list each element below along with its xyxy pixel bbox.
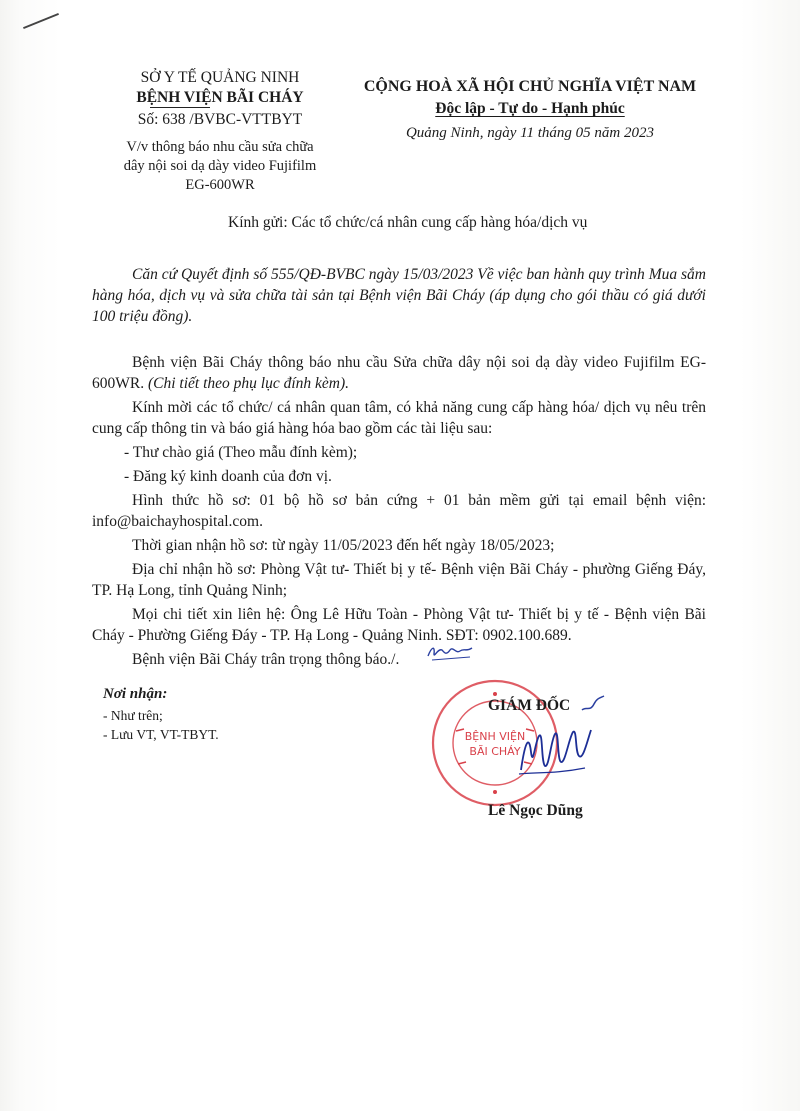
body-paragraph: Mọi chi tiết xin liên hệ: Ông Lê Hữu Toàn - Phòng Vật tư- Thiết bị y tế - Bệnh viện Bãi Cháy - Phường Giếng Đáy - TP. Hạ Long - Quảng Ninh. SĐT: 0902.100.689.: [92, 606, 706, 644]
body-paragraph: Thời gian nhận hồ sơ: từ ngày 11/05/2023 đến hết ngày 18/05/2023;: [132, 537, 555, 554]
issuer-hospital: BỆNH VIỆN BÃI CHÁY: [136, 89, 304, 106]
national-header: [330, 76, 730, 144]
body-paragraph: Địa chỉ nhận hồ sơ: Phòng Vật tư- Thiết bị y tế- Bệnh viện Bãi Cháy - phường Giếng Đáy, TP. Hạ Long, tỉnh Quảng Ninh;: [92, 561, 706, 599]
initial-signature-icon: [426, 642, 474, 662]
body-paragraph: Hình thức hồ sơ: 01 bộ hồ sơ bản cứng + 01 bản mềm gửi tại email bệnh viện: info@baichayhospital.com.: [92, 492, 706, 530]
check-mark-icon: [580, 694, 606, 716]
recipient-line: Kính gửi: Các tổ chức/cá nhân cung cấp hàng hóa/dịch vụ: [228, 214, 588, 231]
director-signature: [515, 722, 595, 786]
list-item: - Thư chào giá (Theo mẫu đính kèm);: [124, 444, 358, 461]
nation-title: CỘNG HOÀ XÃ HỘI CHỦ NGHĨA VIỆT NAM: [363, 78, 697, 95]
scan-mark: [23, 13, 59, 29]
body-paragraph: Bệnh viện Bãi Cháy thông báo nhu cầu Sửa chữa dây nội soi dạ dày video Fujifilm EG-600WR. (Chi tiết theo phụ lục đính kèm).: [92, 354, 706, 392]
letter-body: [92, 352, 706, 673]
recipients-item: - Lưu VT, VT-TBYT.: [103, 727, 219, 742]
issuer-department: SỞ Y TẾ QUẢNG NINH: [140, 69, 300, 86]
legal-basis: Căn cứ Quyết định số 555/QĐ-BVBC ngày 15/03/2023 Về việc ban hành quy trình Mua sắm hàng hóa, dịch vụ và sửa chữa tài sản tại Bệnh viện Bãi Cháy (áp dụng cho gói thầu có giá dưới 100 triệu đồng).: [92, 266, 706, 325]
nation-motto: Độc lập - Tự do - Hạnh phúc: [435, 100, 625, 117]
signature-title: GIÁM ĐỐC: [488, 697, 571, 714]
place-date: Quảng Ninh, ngày 11 tháng 05 năm 2023: [405, 125, 655, 141]
issuer-header: [90, 68, 350, 195]
body-paragraph: Bệnh viện Bãi Cháy trân trọng thông báo./.: [132, 651, 400, 668]
body-paragraph: Kính mời các tổ chức/ cá nhân quan tâm, có khả năng cung cấp hàng hóa/ dịch vụ nêu trên cung cấp thông tin và báo giá hàng hóa bao gồm các tài liệu sau:: [92, 399, 706, 437]
recipients-item: - Như trên;: [103, 708, 163, 723]
recipients-title: Nơi nhận:: [103, 686, 168, 702]
document-number: Số: 638 /BVBC-VTTBYT: [137, 111, 303, 128]
document-subject: V/v thông báo nhu cầu sửa chữa dây nội soi dạ dày video Fujifilm EG-600WR: [123, 139, 317, 193]
svg-text:BÃI CHÁY: BÃI CHÁY: [469, 745, 521, 758]
issuer-underline: [150, 107, 210, 108]
list-item: - Đăng ký kinh doanh của đơn vị.: [124, 468, 332, 485]
svg-text:BỆNH VIỆN: BỆNH VIỆN: [464, 730, 526, 743]
signer-name: Lê Ngọc Dũng: [488, 802, 583, 819]
